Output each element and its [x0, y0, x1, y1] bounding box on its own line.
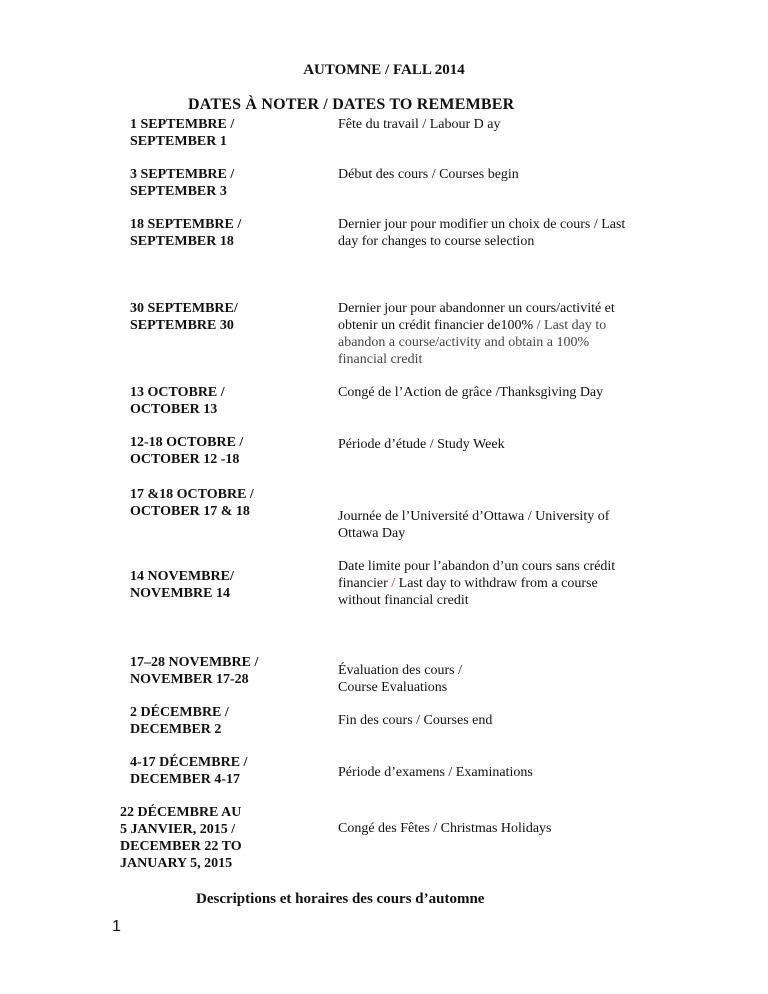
- description-line: Dernier jour pour modifier un choix de cours / Last: [338, 217, 626, 232]
- description-cell: [338, 662, 708, 696]
- description-line: financial credit: [338, 352, 423, 367]
- description-line: day for changes to course selection: [338, 234, 535, 249]
- description-line: Ottawa Day: [338, 526, 406, 541]
- date-en: SEPTEMBER 3: [130, 184, 227, 199]
- description-en-part: / Last day to: [536, 318, 607, 333]
- date-fr: 13 OCTOBRE /: [130, 385, 225, 400]
- description-line: [338, 575, 708, 592]
- date-cell: [130, 568, 310, 602]
- description-cell: [338, 216, 708, 250]
- description-line: without financial credit: [338, 593, 469, 608]
- separator-slash: /: [391, 576, 396, 591]
- description-cell: [338, 384, 708, 401]
- date-cell: [120, 804, 300, 872]
- description-text: Période d’étude / Study Week: [338, 437, 505, 452]
- description-text: Congé de l’Action de grâce /Thanksgiving Day: [338, 385, 604, 400]
- date-cell: [130, 434, 310, 468]
- date-fr: 17 &18 OCTOBRE /: [130, 487, 254, 502]
- description-line: Dernier jour pour abandonner un cours/activité et: [338, 301, 615, 316]
- date-en: DECEMBER 2: [130, 722, 222, 737]
- date-fr: 3 SEPTEMBRE /: [130, 167, 235, 182]
- date-cell: [130, 654, 310, 688]
- description-line: Journée de l’Université d’Ottawa / University of: [338, 509, 610, 524]
- date-en: OCTOBER 12 -18: [130, 452, 240, 467]
- date-en: SEPTEMBER 18: [130, 234, 234, 249]
- date-fr: 18 SEPTEMBRE /: [130, 217, 242, 232]
- date-fr: 17–28 NOVEMBRE /: [130, 655, 259, 670]
- description-cell: [338, 436, 708, 453]
- page-number: 1: [112, 918, 121, 935]
- description-cell: [338, 820, 708, 837]
- date-en: OCTOBER 13: [130, 402, 218, 417]
- date-fr: 1 SEPTEMBRE /: [130, 117, 235, 132]
- date-cell: [130, 384, 310, 418]
- date-cell: [130, 704, 310, 738]
- description-cell: [338, 764, 708, 781]
- date-en: SEPTEMBRE 30: [130, 318, 234, 333]
- description-text: Fin des cours / Courses end: [338, 713, 493, 728]
- page-title: AUTOMNE / FALL 2014: [303, 62, 465, 78]
- description-fr-part: obtenir un crédit financier de100%: [338, 318, 537, 333]
- date-cell: [130, 300, 310, 334]
- description-text: Début des cours / Courses begin: [338, 167, 519, 182]
- date-cell: [130, 116, 310, 150]
- description-text: Congé des Fêtes / Christmas Holidays: [338, 821, 552, 836]
- description-text: Période d’examens / Examinations: [338, 765, 533, 780]
- date-cell: [130, 166, 310, 200]
- description-cell: [338, 558, 708, 609]
- date-cell: [130, 486, 310, 520]
- date-en: OCTOBER 17 & 18: [130, 504, 250, 519]
- date-line: DECEMBER 22 TO: [120, 839, 242, 854]
- date-fr: 14 NOVEMBRE/: [130, 569, 234, 584]
- date-line: JANUARY 5, 2015: [120, 856, 233, 871]
- description-fr-part: financier: [338, 576, 392, 591]
- description-line: [338, 317, 708, 334]
- description-cell: [338, 300, 708, 368]
- date-cell: [130, 216, 310, 250]
- description-line: Course Evaluations: [338, 680, 448, 695]
- date-fr: 12-18 OCTOBRE /: [130, 435, 244, 450]
- date-line: 5 JANVIER, 2015 /: [120, 822, 236, 837]
- date-en: SEPTEMBER 1: [130, 134, 227, 149]
- description-cell: [338, 508, 708, 542]
- section-heading: Descriptions et horaires des cours d’automne: [196, 891, 485, 907]
- description-cell: [338, 116, 708, 133]
- date-fr: 2 DÉCEMBRE /: [130, 705, 229, 720]
- section-title: DATES À NOTER / DATES TO REMEMBER: [188, 96, 515, 113]
- description-line: abandon a course/activity and obtain a 100%: [338, 335, 590, 350]
- date-en: NOVEMBER 17-28: [130, 672, 249, 687]
- description-cell: [338, 712, 708, 729]
- description-cell: [338, 166, 708, 183]
- date-en: NOVEMBRE 14: [130, 586, 230, 601]
- date-fr: 30 SEPTEMBRE/: [130, 301, 238, 316]
- description-en-part: Last day to withdraw from a course: [395, 576, 598, 591]
- date-line: 22 DÉCEMBRE AU: [120, 805, 242, 820]
- date-fr: 4-17 DÉCEMBRE /: [130, 755, 248, 770]
- date-cell: [130, 754, 310, 788]
- date-en: DECEMBER 4-17: [130, 772, 241, 787]
- description-line: Date limite pour l’abandon d’un cours sans crédit: [338, 559, 616, 574]
- description-text: Fête du travail / Labour D ay: [338, 117, 501, 132]
- description-line: Évaluation des cours /: [338, 663, 463, 678]
